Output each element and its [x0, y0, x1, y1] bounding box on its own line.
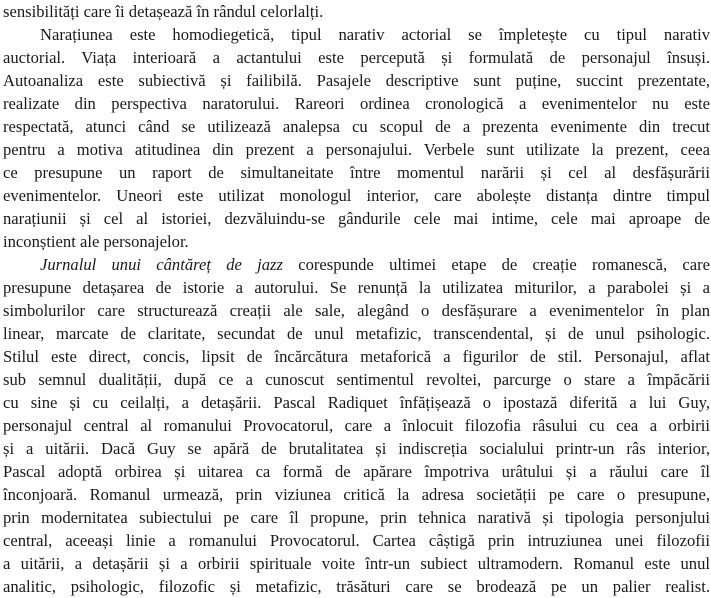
text-line [3, 437, 710, 460]
text-line [3, 115, 710, 138]
text-line [3, 253, 710, 276]
line-text: Stilul este direct, concis, lipsit de încărcătura metaforică a figurilor de stil. Personajul, aflat [3, 347, 710, 366]
text-line [3, 368, 710, 391]
text-line [3, 483, 710, 506]
text-line [3, 391, 710, 414]
line-text: inconștient ale personajelor. [3, 232, 189, 251]
line-text: ce presupune un raport de simultaneitate între momentul narării și cel al desfășurării [3, 163, 710, 182]
text-line [3, 138, 710, 161]
text-line [3, 552, 710, 575]
line-text: corespunde ultimei etape de creație romanescă, care [282, 255, 710, 274]
line-text: personajul central al romanului Provocatorul, care a înlocuit filozofia râsului cu cea a orbirii [3, 416, 710, 435]
line-text: auctorial. Viața interioară a actantului este percepută și formulată de personajul însuși. [3, 48, 710, 67]
line-text: sub semnul dualității, după ce a cunoscut sentimentul revoltei, parcurge o stare a împăcării [3, 370, 710, 389]
text-line [3, 207, 710, 230]
line-text: Autoanaliza este subiectivă și failibilă. Pasajele descriptive sunt puține, succint prezentate, [3, 71, 710, 90]
line-text: înconjoară. Romanul urmează, prin viziunea critică la adresa societății pe care o presupune, [3, 485, 710, 504]
text-line [3, 276, 710, 299]
text-line [3, 230, 710, 253]
line-text: central, aceeași linie a romanului Provocatorul. Cartea câștigă prin intruziunea unei filozofii [3, 531, 710, 550]
text-line [3, 322, 710, 345]
text-line [3, 0, 710, 23]
line-text: analitic, psihologic, filozofic și metafizic, trăsături care se brodează pe un palier realist. [3, 577, 710, 596]
line-text: respectată, atunci când se utilizează analepsa cu scopul de a prezenta evenimente din trecut [3, 117, 710, 136]
line-text: Narațiunea este homodiegetică, tipul narativ actorial se împletește cu tipul narativ [40, 25, 710, 44]
line-text: narațiunii și cel al istoriei, dezvăluindu-se gândurile cele mai intime, cele mai aproape de [3, 209, 710, 228]
document-body [3, 0, 710, 598]
line-text: pentru a motiva atitudinea din prezent a personajului. Verbele sunt utilizate la prezent, ceea [3, 140, 710, 159]
text-line [3, 345, 710, 368]
line-text: presupune detașarea de istorie a autorului. Se renunță la utilizatea miturilor, a parabolei și a [3, 278, 710, 297]
text-line [3, 161, 710, 184]
line-text: prin modernitatea subiectului pe care îl propune, prin tehnica narativă și tipologia personjului [3, 508, 710, 527]
text-line [3, 529, 710, 552]
text-line [3, 460, 710, 483]
line-text: a uitării, a detașării și a orbirii spirituale voite într-un subiect ultramodern. Romanul este unul [3, 554, 710, 573]
text-line [3, 414, 710, 437]
text-line [3, 184, 710, 207]
text-line [3, 46, 710, 69]
line-text: realizate din perspectiva naratorului. Rareori ordinea cronologică a evenimentelor nu este [3, 94, 710, 113]
text-line [3, 23, 710, 46]
line-text: și a uitării. Dacă Guy se apără de brutalitatea și indiscreția socialului printr-un râs interior, [3, 439, 710, 458]
book-title: Jurnalul unui cântăreț de jazz [40, 255, 283, 274]
line-text: evenimentelor. Uneori este utilizat monologul interior, care abolește distanța dintre timpul [3, 186, 710, 205]
line-text: sensibilități care îi detașează în rândul celorlalți. [3, 2, 324, 21]
text-line [3, 299, 710, 322]
text-line [3, 506, 710, 529]
line-text: Pascal adoptă orbirea și uitarea ca formă de apărare împotriva urâtului și a răului care îl [3, 462, 710, 481]
line-text: cu sine și cu ceilalți, a detașării. Pascal Radiquet înfățișează o ipostază diferită a lui Guy, [3, 393, 710, 412]
text-line [3, 575, 710, 598]
line-text: simbolurilor care structurează creații ale sale, alegând o desfășurare a evenimentelor în plan [3, 301, 710, 320]
line-text: linear, marcate de claritate, secundat de unul metafizic, transcendental, și de unul psihologic. [3, 324, 710, 343]
text-line [3, 92, 710, 115]
text-line [3, 69, 710, 92]
